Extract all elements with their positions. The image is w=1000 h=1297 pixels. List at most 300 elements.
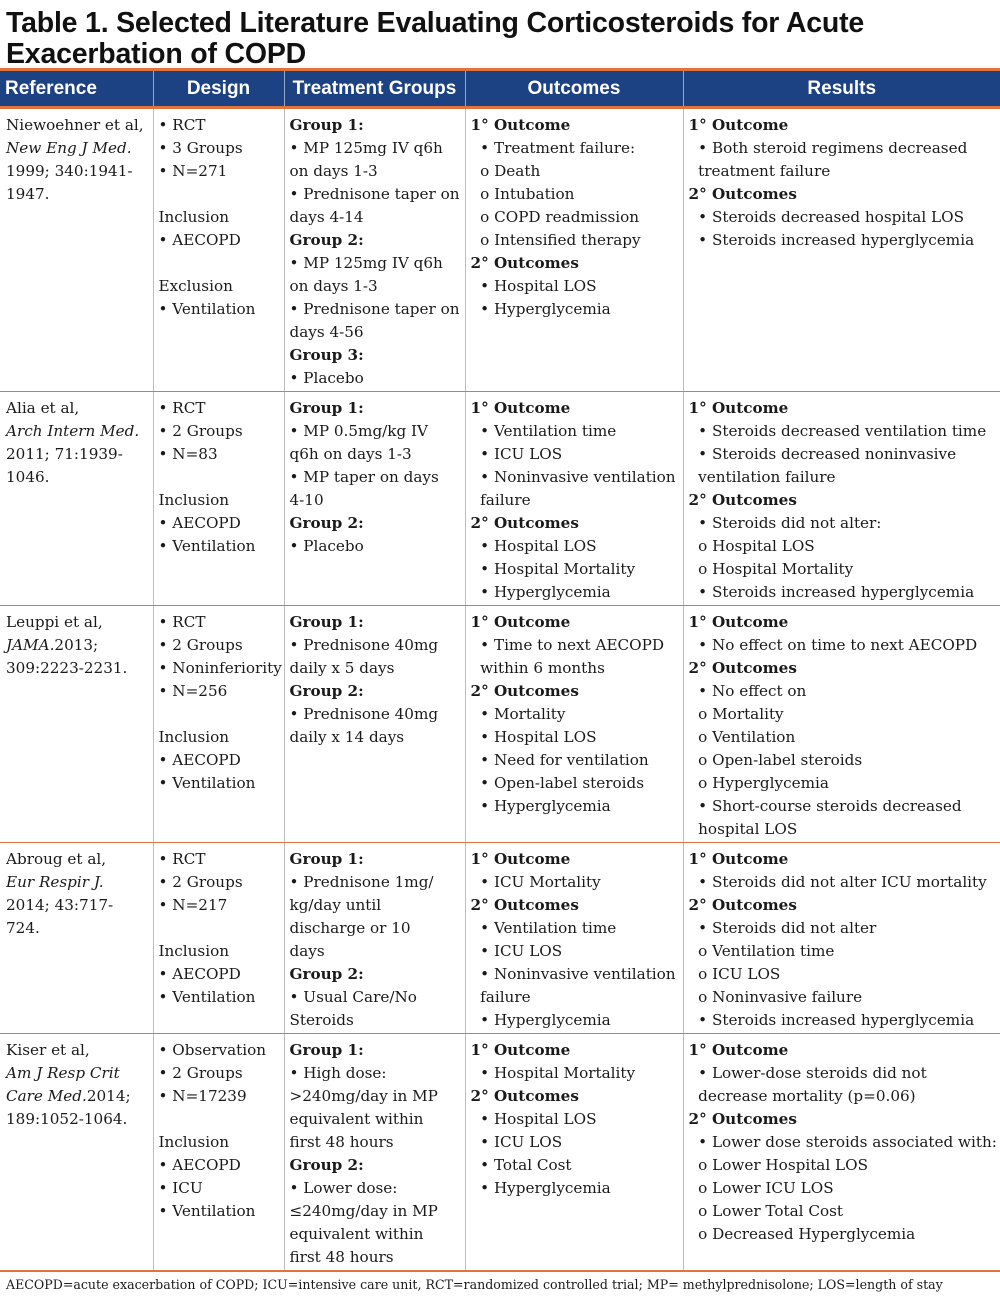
treatment-line [290, 160, 461, 183]
design-line [159, 772, 280, 795]
results-text: 2° Outcomes [688, 896, 797, 914]
outcomes-line [471, 871, 679, 894]
design-text: Exclusion [158, 277, 233, 295]
cell-treatment [284, 392, 465, 606]
treatment-line [290, 183, 461, 206]
outcomes-text: 1° Outcome [470, 116, 571, 134]
cell-design [153, 1034, 284, 1271]
treatment-line [290, 252, 461, 275]
treatment-text: • MP 125mg IV q6h [289, 139, 443, 157]
outcomes-text: failure [470, 491, 531, 509]
reference-line [6, 443, 149, 466]
design-line [159, 871, 280, 894]
results-line [689, 1177, 997, 1200]
outcomes-line [471, 397, 679, 420]
treatment-text: >240mg/day in MP [289, 1087, 438, 1105]
treatment-line [290, 1062, 461, 1085]
treatment-line [290, 894, 461, 917]
treatment-text: on days 1-3 [289, 277, 378, 295]
results-line [689, 160, 997, 183]
treatment-text: • MP taper on days [289, 468, 439, 486]
results-text: • Steroids did not alter ICU mortality [688, 873, 987, 891]
design-line [159, 137, 280, 160]
treatment-line [290, 703, 461, 726]
design-text: • RCT [158, 613, 206, 631]
outcomes-line [471, 1085, 679, 1108]
design-line [159, 114, 280, 137]
results-line [689, 206, 997, 229]
treatment-line [290, 940, 461, 963]
reference-text: Arch Intern Med. [6, 422, 140, 440]
results-line [689, 1200, 997, 1223]
reference-line [6, 1062, 149, 1085]
design-text: • ICU [158, 1179, 203, 1197]
treatment-line [290, 466, 461, 489]
results-text: 1° Outcome [688, 613, 789, 631]
outcomes-text: 1° Outcome [470, 850, 571, 868]
cell-results [683, 392, 1000, 606]
design-text: • RCT [158, 399, 206, 417]
results-line [689, 443, 997, 466]
outcomes-text: • Hyperglycemia [470, 583, 611, 601]
design-line [159, 489, 280, 512]
outcomes-line [471, 535, 679, 558]
results-line [689, 1154, 997, 1177]
treatment-line [290, 726, 461, 749]
cell-results [683, 843, 1000, 1034]
results-line [689, 1009, 997, 1032]
design-text: • AECOPD [158, 1156, 241, 1174]
treatment-text: first 48 hours [289, 1248, 394, 1266]
reference-line [6, 917, 149, 940]
outcomes-line [471, 657, 679, 680]
col-header-reference: Reference [0, 70, 153, 108]
spacer [159, 466, 280, 489]
table-title: Table 1. Selected Literature Evaluating Corticosteroids for Acute Exacerbation of COPD [6, 7, 865, 70]
design-text: • Ventilation [158, 988, 256, 1006]
outcomes-line [471, 726, 679, 749]
cell-reference [0, 606, 153, 843]
cell-design [153, 108, 284, 392]
reference-text: Kiser et al, [6, 1041, 90, 1059]
outcomes-line [471, 1062, 679, 1085]
outcomes-text: • Hospital LOS [470, 277, 597, 295]
outcomes-text: • Need for ventilation [470, 751, 649, 769]
treatment-line [290, 321, 461, 344]
results-text: • Steroids increased hyperglycemia [688, 231, 975, 249]
treatment-text: Steroids [289, 1011, 354, 1029]
results-line [689, 871, 997, 894]
cell-treatment [284, 108, 465, 392]
results-line [689, 558, 997, 581]
results-text: o Noninvasive failure [688, 988, 863, 1006]
treatment-line [290, 137, 461, 160]
spacer [159, 1108, 280, 1131]
treatment-text: • Prednisone 40mg [289, 705, 439, 723]
treatment-line [290, 298, 461, 321]
outcomes-text: o COPD readmission [470, 208, 640, 226]
results-text: • Steroids decreased noninvasive [688, 445, 957, 463]
treatment-text: • Lower dose: [289, 1179, 398, 1197]
cell-results [683, 1034, 1000, 1271]
outcomes-text: 1° Outcome [470, 1041, 571, 1059]
design-line [159, 420, 280, 443]
results-text: o Ventilation time [688, 942, 835, 960]
design-line [159, 680, 280, 703]
reference-text: Leuppi et al, [6, 613, 103, 631]
col-header-treatment-groups: Treatment Groups [284, 70, 465, 108]
treatment-line [290, 611, 461, 634]
results-text: o Lower ICU LOS [688, 1179, 834, 1197]
design-text: • Ventilation [158, 537, 256, 555]
outcomes-text: • Open-label steroids [470, 774, 644, 792]
treatment-text: discharge or 10 [289, 919, 411, 937]
results-text: decrease mortality (p=0.06) [688, 1087, 916, 1105]
outcomes-line [471, 749, 679, 772]
results-text: o Hyperglycemia [688, 774, 829, 792]
outcomes-line [471, 114, 679, 137]
reference-line [6, 657, 149, 680]
treatment-text: days 4-14 [289, 208, 364, 226]
results-line [689, 1131, 997, 1154]
outcomes-text: o Intensified therapy [470, 231, 641, 249]
outcomes-line [471, 206, 679, 229]
design-line [159, 1062, 280, 1085]
treatment-text: daily x 5 days [289, 659, 395, 677]
outcomes-text: • Hyperglycemia [470, 300, 611, 318]
results-text: o ICU LOS [688, 965, 781, 983]
results-text: 1° Outcome [688, 850, 789, 868]
table-row [0, 108, 1000, 392]
treatment-text: equivalent within [289, 1110, 424, 1128]
outcomes-text: 1° Outcome [470, 613, 571, 631]
reference-line [6, 1108, 149, 1131]
treatment-text: • MP 125mg IV q6h [289, 254, 443, 272]
outcomes-text: • Mortality [470, 705, 566, 723]
outcomes-text: • ICU LOS [470, 445, 563, 463]
treatment-line [290, 1223, 461, 1246]
treatment-text: Group 3: [289, 346, 364, 364]
results-text: 2° Outcomes [688, 491, 797, 509]
col-header-results: Results [683, 70, 1000, 108]
treatment-line [290, 489, 461, 512]
outcomes-text: • Hospital LOS [470, 728, 597, 746]
reference-line [6, 871, 149, 894]
header-row [0, 70, 1000, 108]
treatment-line [290, 1200, 461, 1223]
treatment-line [290, 1039, 461, 1062]
results-text: • Short-course steroids decreased [688, 797, 962, 815]
treatment-text: first 48 hours [289, 1133, 394, 1151]
results-text: o Ventilation [688, 728, 796, 746]
treatment-text: • Prednisone 1mg/ [289, 873, 434, 891]
outcomes-line [471, 581, 679, 604]
design-line [159, 160, 280, 183]
reference-text: 309:2223-2231. [6, 659, 128, 677]
outcomes-line [471, 252, 679, 275]
treatment-line [290, 512, 461, 535]
design-line [159, 535, 280, 558]
outcomes-line [471, 1177, 679, 1200]
results-line [689, 1039, 997, 1062]
design-line [159, 206, 280, 229]
results-text: • No effect on time to next AECOPD [688, 636, 978, 654]
spacer [159, 917, 280, 940]
design-text: • Ventilation [158, 300, 256, 318]
design-text: • AECOPD [158, 231, 241, 249]
results-line [689, 772, 997, 795]
design-text: • N=217 [158, 896, 228, 914]
table-row [0, 392, 1000, 606]
design-text: • 2 Groups [158, 1064, 243, 1082]
cell-treatment [284, 606, 465, 843]
results-line [689, 680, 997, 703]
design-line [159, 1177, 280, 1200]
results-line [689, 795, 997, 818]
reference-line [6, 466, 149, 489]
treatment-text: kg/day until [289, 896, 382, 914]
results-text: 2° Outcomes [688, 185, 797, 203]
treatment-line [290, 344, 461, 367]
spacer [159, 183, 280, 206]
outcomes-text: • Ventilation time [470, 422, 617, 440]
outcomes-line [471, 963, 679, 986]
reference-line [6, 183, 149, 206]
outcomes-text: 2° Outcomes [470, 254, 579, 272]
results-line [689, 986, 997, 1009]
treatment-text: equivalent within [289, 1225, 424, 1243]
outcomes-text: • Total Cost [470, 1156, 572, 1174]
outcomes-text: • Hospital Mortality [470, 560, 636, 578]
treatment-line [290, 275, 461, 298]
design-text: • N=271 [158, 162, 228, 180]
reference-line [6, 894, 149, 917]
results-text: • Lower dose steroids associated with: [688, 1133, 997, 1151]
outcomes-line [471, 986, 679, 1009]
results-text: o Open-label steroids [688, 751, 863, 769]
outcomes-line [471, 795, 679, 818]
outcomes-text: • Ventilation time [470, 919, 617, 937]
cell-design [153, 392, 284, 606]
results-line [689, 657, 997, 680]
outcomes-line [471, 420, 679, 443]
treatment-line [290, 871, 461, 894]
treatment-text: • Placebo [289, 369, 364, 387]
design-text: • Noninferiority [158, 659, 282, 677]
reference-text-tail: 2014; [86, 1087, 131, 1105]
design-text: • RCT [158, 850, 206, 868]
treatment-line [290, 657, 461, 680]
design-line [159, 940, 280, 963]
cell-design [153, 843, 284, 1034]
design-line [159, 1039, 280, 1062]
results-text: • Steroids decreased hospital LOS [688, 208, 964, 226]
outcomes-text: 2° Outcomes [470, 682, 579, 700]
treatment-line [290, 1131, 461, 1154]
treatment-line [290, 1154, 461, 1177]
table-row [0, 606, 1000, 843]
treatment-text: Group 1: [289, 850, 364, 868]
design-text: Inclusion [158, 728, 230, 746]
treatment-line [290, 634, 461, 657]
results-text: hospital LOS [688, 820, 798, 838]
treatment-line [290, 1009, 461, 1032]
reference-text: New Eng J Med. [6, 139, 132, 157]
design-text: • Observation [158, 1041, 267, 1059]
reference-line [6, 1039, 149, 1062]
treatment-text: Group 1: [289, 613, 364, 631]
results-line [689, 489, 997, 512]
design-line [159, 963, 280, 986]
outcomes-line [471, 772, 679, 795]
results-text: ventilation failure [688, 468, 836, 486]
reference-text: Abroug et al, [6, 850, 107, 868]
design-line [159, 848, 280, 871]
design-line [159, 611, 280, 634]
treatment-text: on days 1-3 [289, 162, 378, 180]
outcomes-line [471, 443, 679, 466]
results-line [689, 466, 997, 489]
treatment-text: days [289, 942, 325, 960]
reference-text: 1046. [6, 468, 50, 486]
treatment-text: Group 1: [289, 1041, 364, 1059]
results-line [689, 634, 997, 657]
design-line [159, 512, 280, 535]
treatment-text: • Prednisone taper on [289, 185, 460, 203]
design-line [159, 986, 280, 1009]
results-text: • Steroids increased hyperglycemia [688, 583, 975, 601]
outcomes-text: o Intubation [470, 185, 575, 203]
results-line [689, 420, 997, 443]
results-line [689, 749, 997, 772]
outcomes-line [471, 466, 679, 489]
table-row [0, 843, 1000, 1034]
outcomes-text: • Hyperglycemia [470, 1179, 611, 1197]
cell-reference [0, 108, 153, 392]
results-line [689, 1223, 997, 1246]
outcomes-text: • ICU LOS [470, 1133, 563, 1151]
results-line [689, 535, 997, 558]
results-text: o Lower Total Cost [688, 1202, 844, 1220]
results-line [689, 137, 997, 160]
treatment-line [290, 986, 461, 1009]
treatment-text: Group 1: [289, 399, 364, 417]
outcomes-text: 2° Outcomes [470, 896, 579, 914]
results-line [689, 818, 997, 841]
reference-line [6, 634, 149, 657]
results-line [689, 703, 997, 726]
treatment-line [290, 535, 461, 558]
outcomes-line [471, 489, 679, 512]
results-text: • Both steroid regimens decreased [688, 139, 968, 157]
design-text: Inclusion [158, 491, 230, 509]
table-body [0, 108, 1000, 1271]
cell-treatment [284, 843, 465, 1034]
outcomes-line [471, 137, 679, 160]
design-text: • RCT [158, 116, 206, 134]
treatment-text: Group 2: [289, 514, 364, 532]
cell-results [683, 606, 1000, 843]
outcomes-line [471, 229, 679, 252]
results-line [689, 229, 997, 252]
outcomes-line [471, 160, 679, 183]
treatment-line [290, 917, 461, 940]
results-line [689, 611, 997, 634]
cell-reference [0, 843, 153, 1034]
reference-text: 724. [6, 919, 40, 937]
outcomes-text: 2° Outcomes [470, 514, 579, 532]
cell-outcomes [465, 392, 683, 606]
results-line [689, 512, 997, 535]
results-text: 1° Outcome [688, 399, 789, 417]
design-line [159, 298, 280, 321]
treatment-text: • Usual Care/No [289, 988, 417, 1006]
treatment-text: • MP 0.5mg/kg IV [289, 422, 428, 440]
outcomes-line [471, 894, 679, 917]
reference-line [6, 160, 149, 183]
treatment-line [290, 1085, 461, 1108]
cell-outcomes [465, 1034, 683, 1271]
reference-text: 2011; 71:1939- [6, 445, 123, 463]
outcomes-text: • Hospital Mortality [470, 1064, 636, 1082]
treatment-text: 4-10 [289, 491, 324, 509]
design-text: • 3 Groups [158, 139, 243, 157]
cell-outcomes [465, 108, 683, 392]
design-text: • N=256 [158, 682, 228, 700]
treatment-text: daily x 14 days [289, 728, 405, 746]
outcomes-line [471, 558, 679, 581]
outcomes-line [471, 512, 679, 535]
reference-line [6, 848, 149, 871]
outcomes-text: 2° Outcomes [470, 1087, 579, 1105]
design-text: Inclusion [158, 1133, 230, 1151]
design-text: Inclusion [158, 942, 230, 960]
design-text: • Ventilation [158, 774, 256, 792]
results-line [689, 894, 997, 917]
outcomes-text: • Hyperglycemia [470, 1011, 611, 1029]
outcomes-text: • Noninvasive ventilation [470, 965, 676, 983]
results-text: 1° Outcome [688, 116, 789, 134]
literature-table [0, 68, 1000, 1271]
design-line [159, 1085, 280, 1108]
design-line [159, 657, 280, 680]
results-text: o Mortality [688, 705, 784, 723]
design-text: • AECOPD [158, 965, 241, 983]
outcomes-text: 1° Outcome [470, 399, 571, 417]
cell-reference [0, 392, 153, 606]
results-line [689, 114, 997, 137]
treatment-line [290, 114, 461, 137]
treatment-line [290, 1108, 461, 1131]
treatment-line [290, 680, 461, 703]
results-text: 1° Outcome [688, 1041, 789, 1059]
spacer [159, 252, 280, 275]
table-footnote: AECOPD=acute exacerbation of COPD; ICU=intensive care unit, RCT=randomized controlled trial; MP= methylprednisolone; LOS=length of stay [0, 1271, 1000, 1297]
treatment-line [290, 420, 461, 443]
design-text: • 2 Groups [158, 873, 243, 891]
outcomes-line [471, 848, 679, 871]
outcomes-line [471, 917, 679, 940]
results-text: 2° Outcomes [688, 1110, 797, 1128]
design-text: • 2 Groups [158, 636, 243, 654]
outcomes-line [471, 275, 679, 298]
results-line [689, 917, 997, 940]
outcomes-line [471, 611, 679, 634]
outcomes-text: • Hyperglycemia [470, 797, 611, 815]
results-text: • Lower-dose steroids did not [688, 1064, 927, 1082]
reference-text: 1947. [6, 185, 50, 203]
outcomes-line [471, 1108, 679, 1131]
